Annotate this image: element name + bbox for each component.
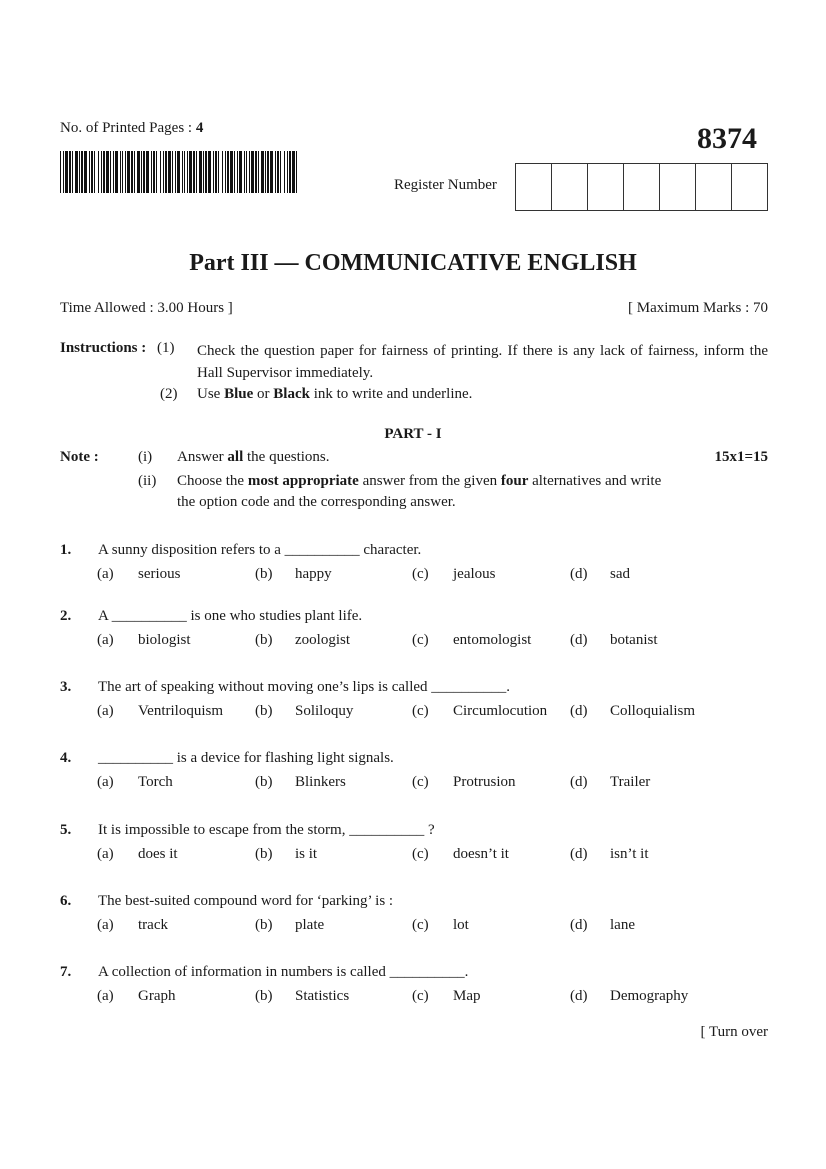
note-number: (ii) <box>138 473 157 489</box>
option-code: (c) <box>412 988 429 1004</box>
option-code: (b) <box>255 846 273 862</box>
note-text-line2: the option code and the corresponding answer. <box>177 494 456 510</box>
note-text <box>177 449 330 466</box>
register-digit-box <box>623 164 659 210</box>
option-text: Colloquialism <box>610 703 696 719</box>
printed-pages-info <box>60 120 203 137</box>
option-code: (a) <box>97 988 114 1004</box>
question-text: __________ is a device for flashing light signals. <box>98 750 394 766</box>
option-code: (c) <box>412 632 429 648</box>
option-code: (b) <box>255 703 273 719</box>
option-code: (a) <box>97 632 114 648</box>
turn-over-note: [ Turn over <box>700 1024 768 1040</box>
option-code: (d) <box>570 988 588 1004</box>
instruction-text-suffix: ink to write and underline. <box>309 386 473 402</box>
option-code: (a) <box>97 846 114 862</box>
note-text-pre: Choose the <box>177 473 248 489</box>
option-text: Ventriloquism <box>138 703 223 719</box>
option-text: Demography <box>610 988 689 1004</box>
note-text-mid: answer from the given <box>358 473 501 489</box>
option-code: (c) <box>412 774 429 790</box>
printed-pages-label: No. of Printed Pages : <box>60 120 193 136</box>
option-text: jealous <box>453 566 496 582</box>
option-code: (d) <box>570 917 588 933</box>
instruction-text-or: or <box>253 386 274 402</box>
question-number: 7. <box>60 964 72 980</box>
option-code: (a) <box>97 774 114 790</box>
option-code: (c) <box>412 566 429 582</box>
printed-pages-value: 4 <box>195 120 204 136</box>
option-text: isn’t it <box>610 846 649 862</box>
option-code: (d) <box>570 846 588 862</box>
option-code: (b) <box>255 988 273 1004</box>
note-text-bold: most appropriate <box>247 473 359 489</box>
option-text: Map <box>453 988 481 1004</box>
instructions-label: Instructions : <box>60 340 147 356</box>
question-text: It is impossible to escape from the storm, __________ ? <box>98 822 435 838</box>
barcode-image <box>60 151 298 193</box>
instruction-number: (1) <box>157 340 175 356</box>
option-text: zoologist <box>295 632 350 648</box>
question-number: 5. <box>60 822 72 838</box>
option-text: Blinkers <box>295 774 346 790</box>
ink-blue: Blue <box>224 386 254 402</box>
register-number-label: Register Number <box>394 177 497 193</box>
option-text: Soliloquy <box>295 703 354 719</box>
option-code: (a) <box>97 703 114 719</box>
option-text: is it <box>295 846 318 862</box>
note-text-post: the questions. <box>243 449 330 465</box>
question-text: A __________ is one who studies plant life. <box>98 608 363 624</box>
option-text: Trailer <box>610 774 651 790</box>
question-text: The best-suited compound word for ‘parking’ is : <box>98 893 394 909</box>
note-text-bold: all <box>227 449 244 465</box>
time-allowed: Time Allowed : 3.00 Hours ] <box>60 300 233 316</box>
option-code: (d) <box>570 566 588 582</box>
instruction-text-prefix: Use <box>197 386 225 402</box>
option-code: (c) <box>412 703 429 719</box>
option-text: Circumlocution <box>453 703 548 719</box>
question-text: A collection of information in numbers is called __________. <box>98 964 469 980</box>
option-text: serious <box>138 566 181 582</box>
question-number: 2. <box>60 608 72 624</box>
option-text: Statistics <box>295 988 350 1004</box>
option-text: doesn’t it <box>453 846 509 862</box>
note-text-post: alternatives and write <box>528 473 662 489</box>
option-text: plate <box>295 917 325 933</box>
option-code: (b) <box>255 917 273 933</box>
paper-code: 8374 <box>697 122 757 155</box>
question-number: 6. <box>60 893 72 909</box>
question-text: A sunny disposition refers to a __________ character. <box>98 542 422 558</box>
option-text: Protrusion <box>453 774 516 790</box>
note-label: Note : <box>60 449 99 465</box>
option-text: does it <box>138 846 178 862</box>
option-code: (a) <box>97 566 114 582</box>
note-text <box>177 473 661 490</box>
question-text: The art of speaking without moving one’s lips is called __________. <box>98 679 511 695</box>
note-score: 15x1=15 <box>714 449 768 465</box>
option-text: botanist <box>610 632 658 648</box>
option-code: (b) <box>255 632 273 648</box>
option-code: (b) <box>255 774 273 790</box>
register-digit-box <box>731 164 767 210</box>
option-text: sad <box>610 566 630 582</box>
part-heading: PART - I <box>384 426 442 442</box>
question-number: 1. <box>60 542 72 558</box>
note-text-pre: Answer <box>177 449 228 465</box>
option-code: (c) <box>412 846 429 862</box>
instruction-text <box>197 386 472 403</box>
option-text: happy <box>295 566 332 582</box>
register-digit-box <box>551 164 587 210</box>
option-code: (b) <box>255 566 273 582</box>
option-code: (c) <box>412 917 429 933</box>
option-code: (d) <box>570 703 588 719</box>
option-code: (d) <box>570 632 588 648</box>
register-number-boxes <box>515 163 768 211</box>
option-text: Graph <box>138 988 176 1004</box>
question-number: 3. <box>60 679 72 695</box>
option-code: (a) <box>97 917 114 933</box>
page-title: Part III — COMMUNICATIVE ENGLISH <box>189 250 637 276</box>
option-text: entomologist <box>453 632 532 648</box>
option-code: (d) <box>570 774 588 790</box>
option-text: Torch <box>138 774 173 790</box>
option-text: lane <box>610 917 635 933</box>
note-number: (i) <box>138 449 153 465</box>
instruction-number: (2) <box>160 386 178 402</box>
register-digit-box <box>659 164 695 210</box>
option-text: lot <box>453 917 469 933</box>
register-digit-box <box>695 164 731 210</box>
maximum-marks: [ Maximum Marks : 70 <box>628 300 768 316</box>
instruction-text: Check the question paper for fairness of printing. If there is any lack of fairness, inform the Hall Supervisor immediately. <box>197 343 768 381</box>
option-text: track <box>138 917 168 933</box>
option-text: biologist <box>138 632 191 648</box>
question-number: 4. <box>60 750 72 766</box>
ink-black: Black <box>273 386 310 402</box>
note-text-bold: four <box>500 473 529 489</box>
register-digit-box <box>587 164 623 210</box>
register-digit-box <box>516 164 551 210</box>
